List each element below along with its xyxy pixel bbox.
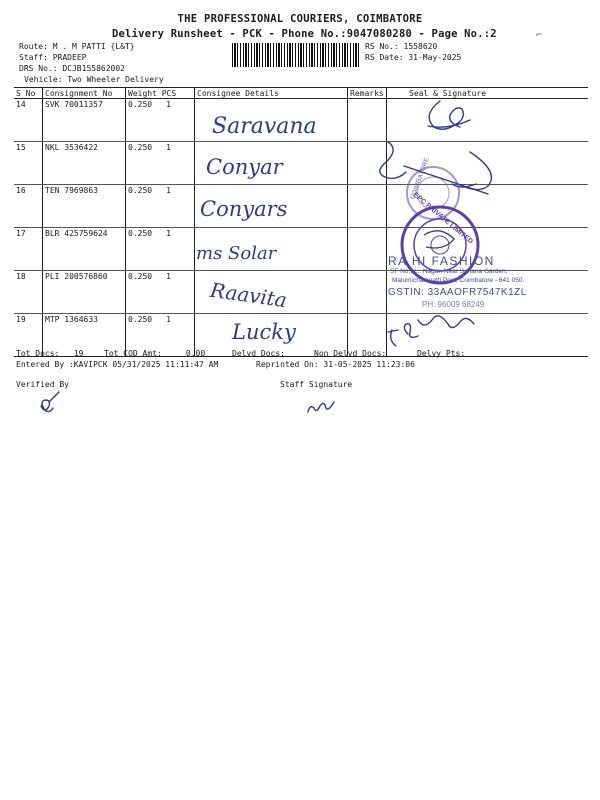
entered-by: Entered By :KAVIPCK 05/31/2025 11:11:47 AM (16, 360, 219, 369)
cell-consignment: BLR 425759624 (43, 228, 126, 271)
verified-by-signature (41, 392, 59, 412)
delvy-pts-label: Delvy Pts: (417, 349, 466, 358)
pcs-value: 1 (166, 315, 171, 324)
cell-consignment: NKL 3536422 (43, 142, 126, 185)
cell-sno: 16 (14, 185, 43, 228)
stamp-address2: Malumichampatti Post, Coimbatore - 641 050. (392, 277, 525, 284)
handwritten-consignee: Lucky (232, 320, 296, 344)
stamp-phone: PH: 96009 68249 (422, 300, 485, 309)
tot-cod-value: 0.00 (185, 349, 206, 358)
stamp-gstin: GSTIN: 33AAOFR7547K1ZL (388, 287, 527, 298)
pcs-value: 1 (166, 186, 171, 195)
staff-label: Staff: (19, 53, 48, 62)
verified-by-label: Verified By (16, 380, 69, 389)
handwritten-consignee: ms Solar (196, 243, 277, 264)
signature-row19 (388, 316, 474, 346)
pcs-value: 1 (166, 272, 171, 281)
cell-sno: 17 (14, 228, 43, 271)
delvd-docs-label: Delvd Docs: (232, 349, 285, 358)
vehicle-label: Vehicle: (24, 75, 63, 84)
corner-mark: ⌐ (536, 30, 543, 41)
handwritten-consignee: Conyar (206, 155, 283, 179)
tot-docs-label: Tot Docs: (16, 349, 60, 358)
col-consignee: Consignee Details (195, 88, 348, 99)
col-consignment: Consignment No (43, 88, 126, 99)
pcs-value: 1 (166, 100, 171, 109)
tot-cod-label: Tot COD Amt: (104, 349, 162, 358)
reprinted-on: Reprinted On: 31-05-2025 11:23:06 (256, 360, 415, 369)
cell-consignment: MTP 1364633 (43, 314, 126, 357)
pcs-value: 1 (166, 143, 171, 152)
col-pcs: PCS (161, 88, 177, 98)
weight-value: 0.250 (128, 272, 153, 281)
col-sno: S No (14, 88, 43, 99)
runsheet-subtitle: Delivery Runsheet - PCK - Phone No.:9047080280 - Page No.:2 (112, 28, 497, 40)
weight-value: 0.250 (128, 100, 153, 109)
col-seal: Seal & Signature (387, 88, 589, 99)
rs-date-label: RS Date: (365, 53, 404, 62)
cell-consignment: SVK 70011357 (43, 99, 126, 142)
col-weight: Weight (128, 88, 157, 98)
handwritten-consignee: Conyars (200, 197, 288, 221)
route-value: M . M PATTI {L&T} (52, 42, 135, 51)
pcs-value: 1 (166, 229, 171, 238)
cell-consignment: TEN 7969863 (43, 185, 126, 228)
tot-docs-value: 19 (73, 349, 84, 358)
stamp-company: RA HI FASHION (388, 254, 495, 268)
staff-signature-mark (308, 402, 334, 412)
company-title: THE PROFESSIONAL COURIERS, COIMBATORE (177, 13, 423, 25)
cell-sno: 15 (14, 142, 43, 185)
route-label: Route: (19, 42, 48, 51)
staff-signature-label: Staff Signature (280, 380, 353, 389)
staff-value: PRADEEP (52, 53, 87, 62)
handwritten-consignee: Saravana (212, 114, 317, 139)
weight-value: 0.250 (128, 143, 153, 152)
stamp-address1: SF No.1/... Nagar, Near Sahana Garden, (390, 268, 508, 275)
weight-value: 0.250 (128, 229, 153, 238)
col-remarks: Remarks (348, 88, 387, 99)
cell-consignment: PLI 200576860 (43, 271, 126, 314)
handwritten-consignee: Raavita (208, 277, 289, 313)
tot-cod (104, 349, 205, 358)
tot-docs (16, 349, 83, 358)
weight-value: 0.250 (128, 315, 153, 324)
seal-city-text: COIMBATORE (409, 156, 431, 201)
weight-value: 0.250 (128, 186, 153, 195)
drs-label: DRS No.: (19, 64, 58, 73)
cell-sno: 14 (14, 99, 43, 142)
seal-ring-text: EPC PRIVATE LIMITED (411, 191, 474, 246)
rs-date-value: 31-May-2025 (408, 53, 462, 62)
vehicle-value: Two Wheeler Delivery (67, 75, 164, 84)
drs-value: DCJB155862002 (62, 64, 125, 73)
rs-no-label: RS No.: (365, 42, 399, 51)
rs-no-value: 1558620 (403, 42, 438, 51)
cell-sno: 18 (14, 271, 43, 314)
signature-row14 (428, 101, 470, 129)
cell-sno: 19 (14, 314, 43, 357)
non-delvd-docs-label: Non Delvd Docs: (314, 349, 387, 358)
